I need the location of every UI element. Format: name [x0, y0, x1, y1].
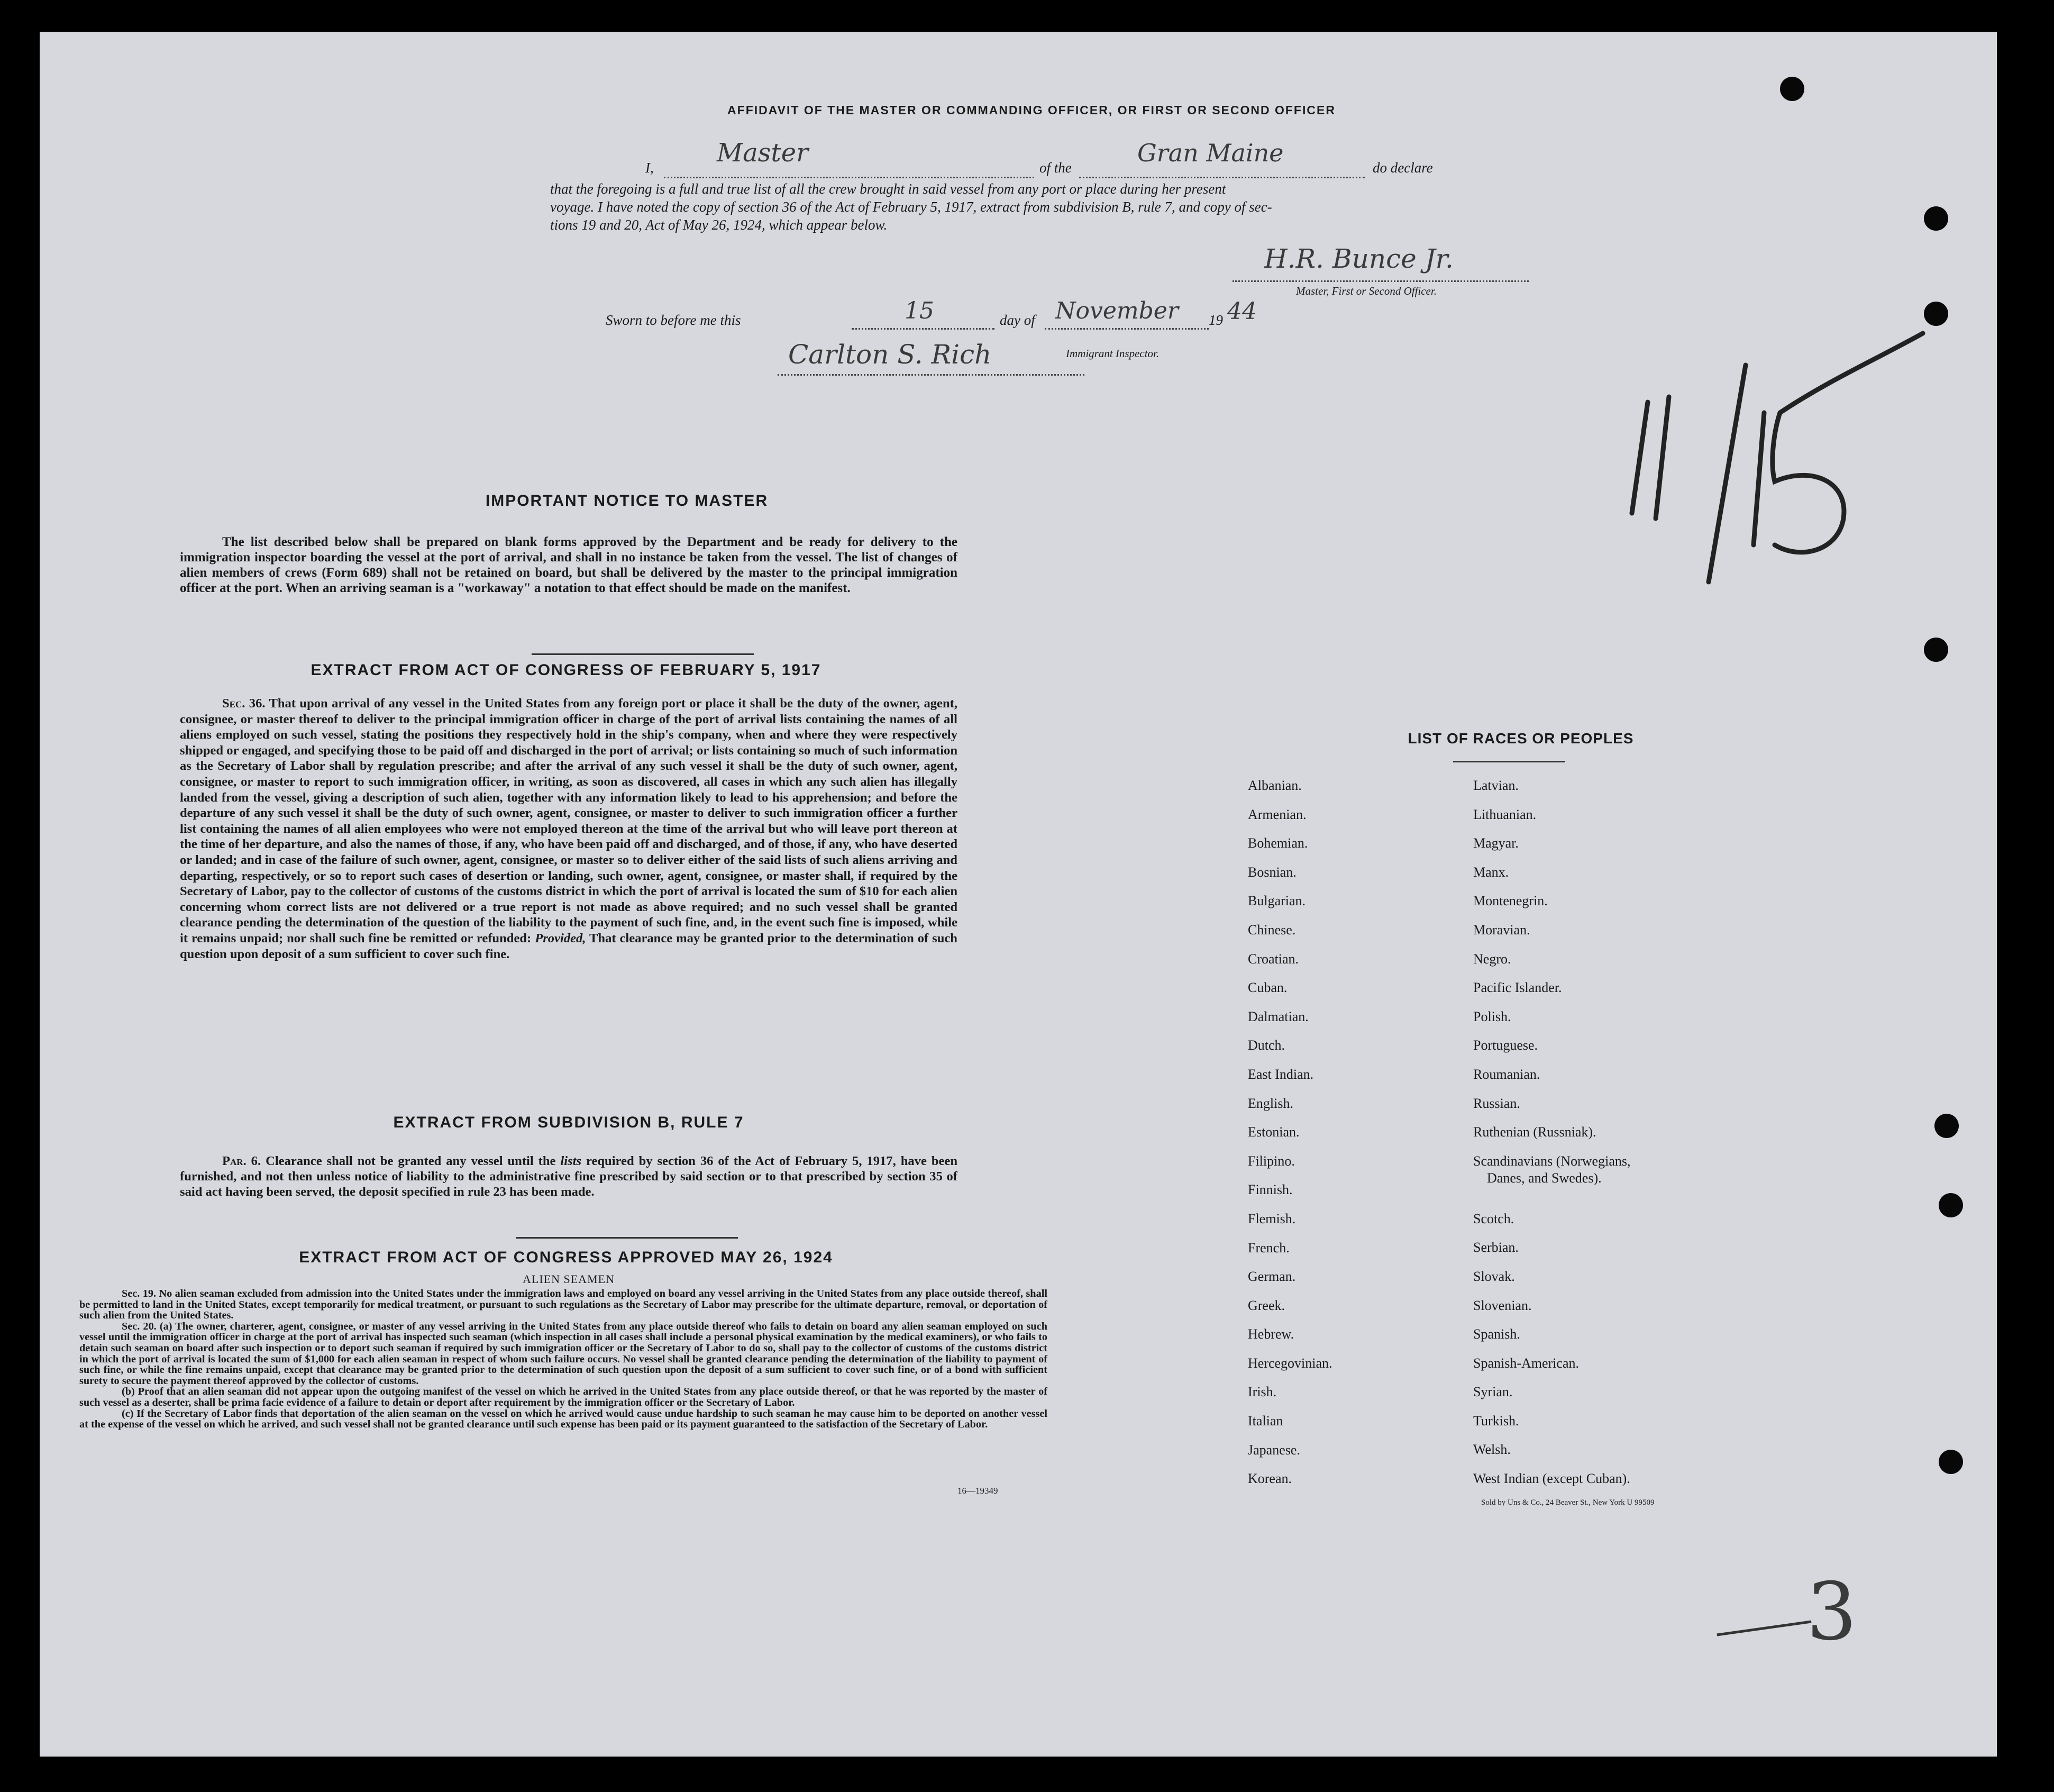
race-item: Spanish.	[1473, 1326, 1520, 1342]
notice-title: IMPORTANT NOTICE TO MASTER	[485, 492, 769, 510]
race-item: Bohemian.	[1248, 835, 1308, 851]
par-6-label: Par. 6.	[222, 1154, 261, 1168]
do-declare-label: do declare	[1373, 160, 1433, 176]
affidavit-title: AFFIDAVIT OF THE MASTER OR COMMANDING OFFICER, OR FIRST OR SECOND OFFICER	[727, 103, 1336, 117]
par-6-text-b: required by section 36 of the Act of February 5, 1917, have been furnished, and not then unless notice of liability to the administrative fine prescribed by said section or to that prescribed by section 35 of said act having been served, the deposit specified in rule 23 has been made.	[180, 1154, 958, 1199]
day-field	[852, 297, 994, 330]
race-item: Roumanian.	[1473, 1066, 1540, 1082]
race-item: Moravian.	[1473, 922, 1530, 938]
sworn-line	[606, 297, 1293, 331]
race-item: Filipino.	[1248, 1153, 1295, 1169]
day-value: 15	[905, 297, 934, 324]
master-signature: H.R. Bunce Jr.	[1264, 243, 1454, 274]
race-item: Montenegrin.	[1473, 893, 1548, 909]
race-item: Negro.	[1473, 951, 1511, 967]
race-item: Ruthenian (Russniak).	[1473, 1124, 1596, 1140]
master-field	[664, 138, 1034, 178]
punch-hole	[1939, 1193, 1963, 1217]
sec-19-text: Sec. 19. No alien seaman excluded from admission into the United States under the immigration laws and employed on board any vessel arriving in the United States from any place outside thereof, shall be permitted to land in the United States, except temporarily for medical treatment, or pursuant to such regulations as the Secretary of Labor may prescribe for the ultimate departure, removal, or deportation of such alien from the United States.	[79, 1288, 1047, 1322]
race-item: Chinese.	[1248, 922, 1296, 938]
inspector-signature: Carlton S. Rich	[788, 339, 992, 370]
race-item: Spanish-American.	[1473, 1355, 1580, 1371]
race-item: Pacific Islander.	[1473, 980, 1562, 996]
race-item: Albanian.	[1248, 778, 1302, 793]
sec-20c-text: (c) If the Secretary of Labor finds that deportation of the alien seaman on the vessel on which he arrived would cause undue hardship to such seaman he may cause him to be deported on another vessel at the expense of the vessel on which he arrived, and such vessel shall not be granted clearance until such expense has been paid or its payment guaranteed to the satisfaction of the Secretary of Labor.	[79, 1407, 1047, 1431]
extract1-title: EXTRACT FROM ACT OF CONGRESS OF FEBRUARY 5, 1917	[311, 661, 821, 679]
master-signature-line	[1233, 243, 1529, 282]
extract3-text	[79, 1288, 1047, 1430]
race-item: Serbian.	[1473, 1240, 1519, 1256]
vessel-value: Gran Maine	[1137, 139, 1284, 167]
sec-36-text-end: That clearance may be granted prior to the determination of such question upon deposit of a sum sufficient to cover such fine.	[180, 931, 957, 961]
par-6-text-a: Clearance shall not be granted any vessel until the	[266, 1154, 556, 1168]
races-right-column	[1473, 771, 1630, 1494]
race-item: Dutch.	[1248, 1038, 1285, 1053]
margin-note-11-15	[1600, 323, 1970, 619]
race-item: Finnish.	[1248, 1182, 1293, 1198]
race-item: Irish.	[1248, 1384, 1277, 1400]
i-label: I,	[645, 160, 654, 176]
declaration-line-1: that the foregoing is a full and true list of all the crew brought in said vessel from any port or place during her present	[550, 181, 1226, 197]
races-title: LIST OF RACES OR PEOPLES	[1408, 730, 1634, 747]
signature-caption: Master, First or Second Officer.	[1296, 285, 1437, 297]
punch-hole	[1934, 1114, 1959, 1138]
sec-20b-text: (b) Proof that an alien seaman did not appear upon the outgoing manifest of the vessel on which he arrived in the United States from any place outside thereof, or that he was reported by the master of such vessel as a deserter, shall be prima facie evidence of a failure to detain or deport after requirement by the immigration officer or the Secretary of Labor.	[79, 1386, 1047, 1408]
vessel-field	[1079, 139, 1365, 178]
declaration-first-line	[550, 138, 1603, 180]
race-item: Manx.	[1473, 864, 1509, 880]
races-left-column	[1248, 771, 1332, 1494]
document-sheet	[40, 32, 1997, 1757]
master-value: Master	[717, 138, 809, 168]
year-value: 44	[1227, 298, 1257, 325]
extract2-text	[180, 1153, 957, 1199]
races-divider	[1453, 761, 1565, 762]
race-item: Bulgarian.	[1248, 893, 1306, 909]
race-item: French.	[1248, 1240, 1290, 1256]
race-item: Croatian.	[1248, 951, 1299, 967]
punch-hole	[1924, 638, 1948, 662]
day-of-label: day of	[1000, 312, 1035, 328]
punch-hole	[1924, 302, 1948, 326]
race-item: Greek.	[1248, 1297, 1285, 1313]
race-item: Turkish.	[1473, 1413, 1519, 1429]
lists-word: lists	[560, 1154, 582, 1168]
race-item: Cuban.	[1248, 980, 1288, 996]
provided-word: Provided,	[535, 931, 586, 945]
sworn-label: Sworn to before me this	[606, 312, 741, 328]
divider-2	[516, 1237, 738, 1239]
race-item: English.	[1248, 1095, 1293, 1111]
race-item: Korean.	[1248, 1471, 1292, 1487]
race-item: Dalmatian.	[1248, 1008, 1309, 1024]
month-value: November	[1055, 297, 1179, 324]
races-footer: Sold by Uns & Co., 24 Beaver St., New York U 99509	[1481, 1498, 1655, 1507]
punch-hole	[1780, 77, 1804, 101]
divider-1	[532, 653, 754, 655]
race-item: Scotch.	[1473, 1211, 1514, 1226]
extract3-title: EXTRACT FROM ACT OF CONGRESS APPROVED MAY 26, 1924	[299, 1249, 833, 1266]
race-item: Hebrew.	[1248, 1326, 1294, 1342]
race-item: Flemish.	[1248, 1211, 1296, 1226]
race-item: Lithuanian.	[1473, 806, 1537, 822]
race-item: German.	[1248, 1269, 1296, 1285]
punch-hole	[1924, 206, 1948, 231]
affidavit-declaration	[550, 138, 1603, 234]
race-item: Danes, and Swedes).	[1487, 1170, 1602, 1186]
punch-hole	[1939, 1450, 1963, 1474]
race-item: Armenian.	[1248, 806, 1307, 822]
year-prefix: 19	[1209, 312, 1223, 328]
race-item: Hercegovinian.	[1248, 1355, 1332, 1371]
declaration-line-2: voyage. I have noted the copy of section 36 of the Act of February 5, 1917, extract from subdivision B, rule 7, and copy of sec-	[550, 199, 1272, 215]
race-item: Slovak.	[1473, 1268, 1515, 1284]
race-item: Japanese.	[1248, 1442, 1300, 1458]
race-item: Italian	[1248, 1413, 1283, 1429]
notice-text	[180, 534, 957, 596]
race-item: Russian.	[1473, 1095, 1520, 1111]
race-item: Welsh.	[1473, 1442, 1511, 1458]
race-item: Magyar.	[1473, 835, 1519, 851]
race-item: Slovenian.	[1473, 1297, 1532, 1313]
race-item: Latvian.	[1473, 778, 1519, 793]
declaration-line-3: tions 19 and 20, Act of May 26, 1924, which appear below.	[550, 217, 888, 233]
sec-36-label: Sec. 36.	[222, 696, 266, 711]
form-number: 16—19349	[957, 1486, 998, 1496]
race-item: Bosnian.	[1248, 864, 1297, 880]
inspector-caption: Immigrant Inspector.	[1066, 347, 1160, 360]
inspector-signature-line	[778, 339, 1084, 376]
race-item: Syrian.	[1473, 1384, 1513, 1400]
extract2-title: EXTRACT FROM SUBDIVISION B, RULE 7	[393, 1114, 744, 1131]
notice-paragraph: The list described below shall be prepared on blank forms approved by the Department and be ready for delivery to the immigration inspector boarding the vessel at the port of arrival, and shall in no instance be taken from the vessel. The list of changes of alien members of crews (Form 689) shall not be retained on board, but shall be delivered by the master to the principal immigration officer at the port. When an arriving seaman is a "workaway" a notation to that effect should be made on the manifest.	[180, 535, 957, 595]
corner-pen-stroke	[1717, 1620, 1812, 1636]
race-item: Portuguese.	[1473, 1038, 1538, 1053]
sec-20a-text: Sec. 20. (a) The owner, charterer, agent, consignee, or master of any vessel arriving in the United States from any place outside thereof who fails to detain on board any alien seaman employed on such vessel until the immigration officer in charge at the port of arrival has inspected such seaman (which inspection in all cases shall include a personal physical examination by the medical examiners), or who fails to detain such seaman on board after such inspection or to deport such seaman if required by such immigration officer or the Secretary of Labor to do so, shall pay to the collector of customs of the customs district in which the port of arrival is located the sum of $1,000 for each alien seaman in respect of whom such failure occurs. No vessel shall be granted clearance pending the determination of the liability to payment of such fine, or while the fine remains unpaid, except that clearance may be granted prior to the determination of such question upon the deposit of a sum sufficient to cover such fine, or of a bond with sufficient surety to secure the payment thereof approved by the collector of customs.	[79, 1320, 1047, 1387]
of-the-label: of the	[1039, 160, 1072, 176]
race-item: Polish.	[1473, 1008, 1511, 1024]
race-item: Scandinavians (Norwegians,	[1473, 1153, 1631, 1169]
month-field	[1045, 297, 1209, 330]
sec-36-text: That upon arrival of any vessel in the United States from any foreign port or place it shall be the duty of the owner, agent, consignee, or master thereof to deliver to the principal immigration officer in charge of the port of arrival lists containing the names of all aliens employed on such vessel, stating the positions they respectively hold in the ship's company, when and where they were respectively shipped or engaged, and specifying those to be paid off and discharged in the port of arrival; or lists containing so much of such information as the Secretary of Labor shall by regulation prescribe; and after the arrival of any such vessel it shall be the duty of such owner, agent, consignee, or master to report to such immigration officer, in writing, as soon as discovered, all cases in which any such alien has illegally landed from the vessel, giving a description of such alien, together with any information likely to lead to his apprehension; and before the departure of any such vessel it shall be the duty of such owner, agent, consignee, or master to deliver to such immigration officer a further list containing the names of all alien employees who were not employed thereon at the time of the arrival but who will leave port thereon at the time of her departure, and also the names of those, if any, who have been paid off and discharged, and of those, if any, who have deserted or landed; and in case of the failure of such owner, agent, consignee, or master so to deliver either of the said lists of such aliens arriving and departing, respectively, or so to report such cases of desertion or landing, such owner, agent, consignee, or master shall, if required by the Secretary of Labor, pay to the collector of customs of the customs district in which the port of arrival is located the sum of $10 for each alien concerning whom correct lists are not delivered or a true report is not made as above required; and no such vessel shall be granted clearance pending the determination of the question of the liability to the payment of such fine, and, in the event such fine is imposed, while it remains unpaid; nor shall such fine be remitted or refunded:	[180, 696, 957, 945]
race-item: Estonian.	[1248, 1124, 1300, 1140]
race-item: West Indian (except Cuban).	[1473, 1471, 1630, 1487]
page-number-handwritten: 3	[1806, 1566, 1857, 1658]
extract3-subtitle: ALIEN SEAMEN	[523, 1272, 615, 1286]
extract1-text	[180, 696, 957, 962]
race-item: East Indian.	[1248, 1066, 1314, 1082]
